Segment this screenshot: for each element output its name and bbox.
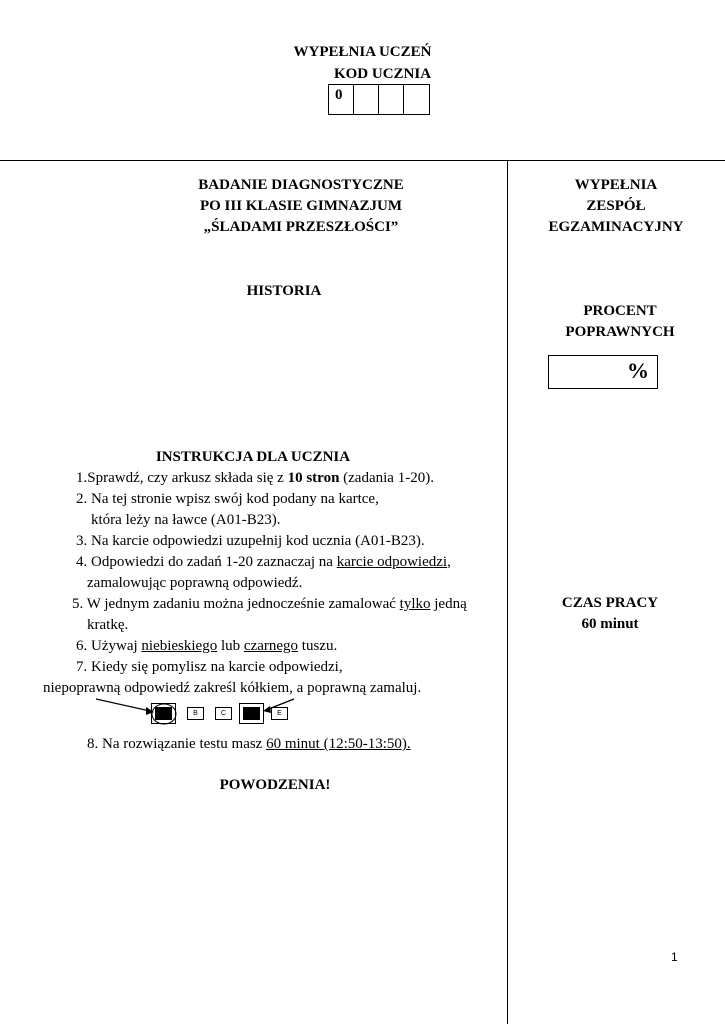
page-number: 1: [671, 950, 678, 964]
exam-title-line-3: „ŚLADAMI PRZESZŁOŚCI”: [203, 219, 399, 235]
subject-heading: HISTORIA: [246, 283, 322, 299]
code-cell-2[interactable]: [354, 85, 379, 114]
work-time-value: 60 minut: [581, 616, 639, 632]
instruction-5: 5. W jednym zadaniu można jednocześnie zamalować tylko jedną: [72, 596, 467, 612]
code-cell-4[interactable]: [404, 85, 429, 114]
circle-mark-icon: [149, 701, 179, 729]
work-time-block: [510, 593, 710, 635]
instruction-7-cont: niepoprawną odpowiedź zakreśl kółkiem, a poprawną zamaluj.: [43, 680, 422, 696]
instruction-4-cont: zamalowując poprawną odpowiedź.: [87, 575, 303, 591]
instruction-4: 4. Odpowiedzi do zadań 1-20 zaznaczaj na karcie odpowiedzi,: [76, 554, 451, 570]
instructions-title: INSTRUKCJA DLA UCZNIA: [155, 449, 351, 465]
instruction-5-cont: kratkę.: [87, 617, 129, 633]
answer-marking-example: [96, 698, 306, 730]
example-arrow-right-icon: [246, 698, 296, 730]
horizontal-divider: [0, 160, 725, 161]
instruction-2: 2. Na tej stronie wpisz swój kod podany na kartce,: [76, 491, 379, 507]
instruction-7: 7. Kiedy się pomylisz na karcie odpowiedzi,: [76, 659, 343, 675]
work-time-label: CZAS PRACY: [561, 595, 659, 611]
filled-by-student-heading: WYPEŁNIA UCZEŃ: [293, 44, 432, 60]
exam-team-line-3: EGZAMINACYJNY: [548, 219, 684, 235]
exam-title-line-2: PO III KLASIE GIMNAZJUM: [199, 198, 403, 214]
instruction-8: 8. Na rozwiązanie testu masz 60 minut (12:50-13:50).: [87, 736, 411, 752]
exam-title-line-1: BADANIE DIAGNOSTYCZNE: [198, 177, 404, 193]
instruction-2-cont: która leży na ławce (A01-B23).: [91, 512, 281, 528]
option-c: C: [215, 707, 232, 720]
instruction-1: 1.Sprawdź, czy arkusz składa się z 10 stron (zadania 1-20).: [76, 470, 434, 486]
example-arrow-icon: [96, 698, 156, 730]
percent-symbol: %: [627, 358, 649, 383]
code-cell-1[interactable]: 0: [329, 85, 354, 114]
instruction-3: 3. Na karcie odpowiedzi uzupełnij kod ucznia (A01-B23).: [76, 533, 425, 549]
student-code-boxes[interactable]: [328, 84, 430, 115]
option-b: B: [187, 707, 204, 720]
percent-label-line-1: PROCENT: [583, 303, 657, 319]
percent-label-line-2: POPRAWNYCH: [565, 324, 675, 340]
percent-correct-label: [510, 301, 725, 343]
student-code-label: KOD UCZNIA: [333, 66, 432, 82]
exam-team-line-1: WYPEŁNIA: [574, 177, 658, 193]
vertical-divider: [507, 160, 508, 1024]
code-cell-3[interactable]: [379, 85, 404, 114]
instruction-6: 6. Używaj niebieskiego lub czarnego tuszu.: [76, 638, 338, 654]
exam-title: [150, 175, 452, 238]
option-e: E: [271, 707, 288, 720]
percent-score-box[interactable]: [548, 355, 658, 389]
exam-team-heading: [510, 175, 722, 238]
exam-team-line-2: ZESPÓŁ: [586, 198, 646, 214]
good-luck-text: POWODZENIA!: [219, 777, 331, 793]
